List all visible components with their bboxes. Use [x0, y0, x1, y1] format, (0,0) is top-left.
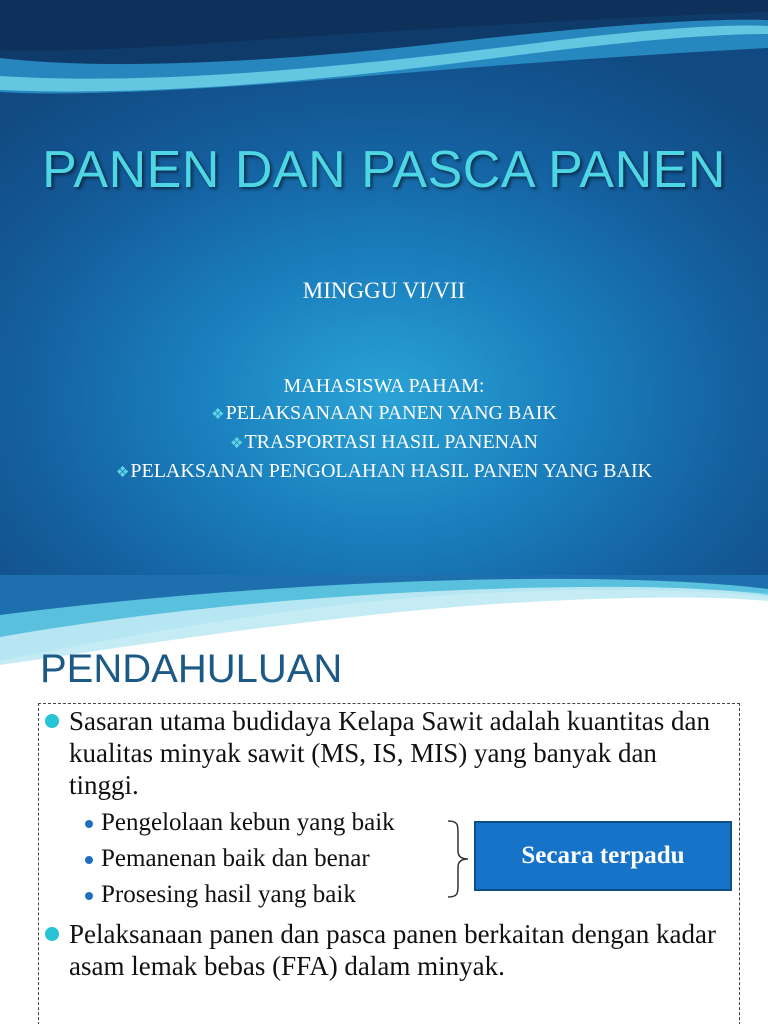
sub-bullet-dot-icon	[85, 856, 93, 864]
sub-bullet-item	[101, 808, 395, 838]
diamond-bullet-icon: ❖	[115, 465, 130, 481]
sub-bullet-text: Pengelolaan kebun yang baik	[101, 809, 395, 836]
curly-brace-icon	[446, 819, 472, 899]
callout-box: Secara terpadu	[474, 821, 732, 891]
diamond-bullet-icon: ❖	[211, 407, 225, 423]
bullet-text: Sasaran utama budidaya Kelapa Sawit adalah kuantitas dan kualitas minyak sawit (MS, IS, MIS) yang banyak dan tinggi.	[69, 706, 711, 800]
slide-pendahuluan	[0, 575, 768, 1024]
objective-text: TRASPORTASI HASIL PANENAN	[244, 431, 538, 453]
bullet-dot-icon	[45, 714, 59, 728]
objective-item	[0, 429, 768, 458]
bullet-dot-icon	[45, 927, 59, 941]
sub-bullet-dot-icon	[85, 820, 93, 828]
objectives-list	[0, 373, 768, 487]
slide-title-text: PENDAHULUAN	[40, 647, 343, 691]
objective-item	[0, 400, 768, 429]
slide-title-text: PANEN DAN PASCA PANEN	[42, 141, 726, 199]
sub-bullet-item	[101, 844, 370, 874]
bullet-item	[69, 705, 729, 801]
sub-bullet-text: Prosesing hasil yang baik	[101, 881, 356, 908]
diamond-bullet-icon: ❖	[230, 436, 244, 452]
sub-bullet-item	[101, 880, 356, 910]
objective-text: PELAKSANAN PENGOLAHAN HASIL PANEN YANG BAIK	[130, 460, 653, 482]
objective-text: PELAKSANAAN PANEN YANG BAIK	[225, 402, 557, 424]
objectives-heading: MAHASISWA PAHAM:	[283, 375, 485, 397]
sub-bullet-dot-icon	[85, 892, 93, 900]
objective-item	[0, 458, 768, 487]
sub-bullet-text: Pemanenan baik dan benar	[101, 845, 370, 872]
bullet-text: Pelaksanaan panen dan pasca panen berkaitan dengan kadar asam lemak bebas (FFA) dalam minyak.	[69, 919, 716, 981]
bullet-item	[69, 918, 729, 982]
slide-subtitle: MINGGU VI/VII	[302, 278, 466, 303]
